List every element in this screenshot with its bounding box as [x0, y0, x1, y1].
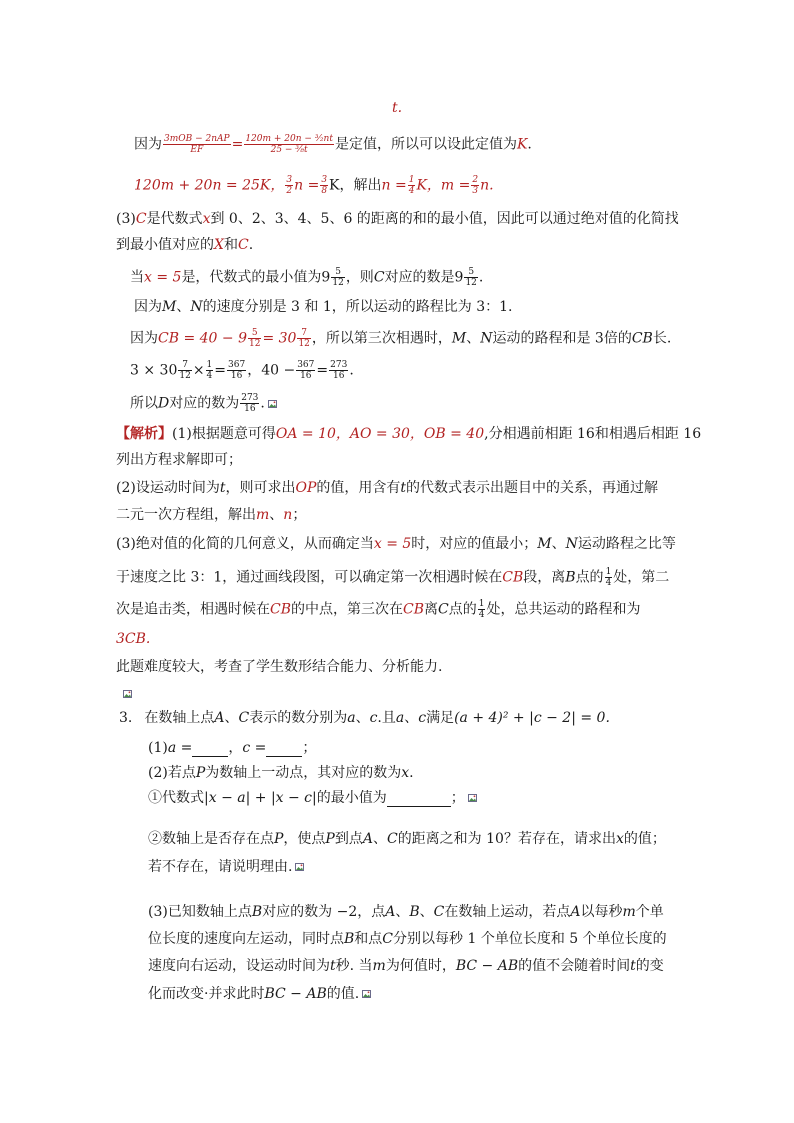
q3-part2-1: ①代数式|x − a| + |x − c|的最小值为 ；: [148, 789, 477, 807]
difficulty-note: 此题难度较大，考查了学生数形结合能力、分析能力.: [116, 659, 443, 675]
q3-part2: (2)若点P为数轴上一动点，其对应的数为x.: [148, 765, 414, 781]
q3-part3-c: 速度向右运动，设运动时间为t秒. 当m为何值时，BC − AB的值不会随着时间t的变: [148, 958, 664, 974]
solution-line-2: 因为 3mOB − 2nAP EF = $\frac{\text{120m + 20n − ³⁄₂nt}}{\text{25 − ³⁄₈t}}$ 是定值，所以可以设此定值为K.: [134, 134, 532, 155]
solution-line-10: 所以D对应的数为 $\frac{273}{16}$ .: [130, 393, 277, 414]
analysis-line-1: 【解析】(1)根据题意可得OA = 10，AO = 30，OB = 40,分相遇前相距 16和相遇后相距 16: [116, 426, 702, 442]
q3-part3: (3)已知数轴上点B对应的数为 −2，点A、B、C在数轴上运动，若点A以每秒m个单: [148, 904, 664, 920]
q3-part1: (1)a = ，c = ；: [148, 740, 317, 756]
equals: =: [231, 136, 244, 153]
solution-line-3: 120m + 20n = 25K， $\frac{3}{2}$ n = $\frac{3}{8}$ K，解出n = $\frac{1}{4}$ K，m = $\frac{2}{3}$ n.: [134, 175, 494, 196]
question-number: 3.: [119, 710, 133, 726]
solution-line-9: 3 × 30 $\frac{7}{12}$ × $\frac{1}{4}$ = $\frac{367}{16}$ ，40 − $\frac{367}{16}$ = $\frac{273}{16}$ .: [130, 360, 354, 381]
image-placeholder-icon: [468, 794, 477, 802]
answer-blank-a[interactable]: [192, 742, 228, 757]
var-K: K: [516, 136, 528, 153]
image-placeholder-icon: [362, 990, 371, 998]
q3-part3-d: 化而改变·并求此时BC − AB的值.: [148, 985, 371, 1003]
analysis-line-2: 列出方程求解即可；: [116, 452, 242, 468]
analysis-line-7: 次是追击类，相遇时候在CB的中点，第三次在CB离C点的 $\frac{1}{4}$ 处，总共运动的路程和为: [116, 599, 641, 620]
answer-blank-c[interactable]: [266, 742, 302, 757]
q3-stem: 3. 在数轴上点A、C表示的数分别为a、c.且a、c满足(a + 4)² + |c − 2| = 0.: [119, 710, 610, 726]
answer-blank-min[interactable]: [387, 792, 451, 807]
q3-part2-2: ②数轴上是否存在点P，使点P到点A、C的距离之和为 10？若存在，请求出x的值；: [148, 831, 666, 847]
image-placeholder-icon: [268, 400, 277, 408]
solution-line-4: (3)C是代数式x到 0、2、3、4、5、6 的距离的和的最小值，因此可以通过绝对值的化简找: [116, 211, 679, 227]
fraction-2: $\frac{\text{120m + 20n − ³⁄₂nt}}{\text{25 − ³⁄₈t}}$: [245, 134, 333, 155]
analysis-line-3: (2)设运动时间为t，则可求出OP的值，用含有t的代数式表示出题目中的关系，再通过解: [116, 480, 659, 496]
analysis-line-4: 二元一次方程组，解出m、n；: [116, 507, 307, 523]
fraction-1: 3mOB − 2nAP EF: [164, 134, 230, 155]
q3-part2-2b: 若不存在，请说明理由.: [148, 858, 304, 876]
solution-line-7: 因为M、N的速度分别是 3 和 1，所以运动的路程比为 3：1.: [134, 299, 513, 315]
q3-part3-b: 位长度的速度向左运动，同时点B和点C分别以每秒 1 个单位长度和 5 个单位长度的: [148, 931, 667, 947]
image-placeholder-icon: [123, 690, 132, 698]
text: 是定值，所以可以设此定值为: [334, 136, 517, 153]
solution-line-6: 当x = 5是，代数式的最小值为9 $\frac{5}{12}$ ，则C对应的数是9 $\frac{5}{12}$ .: [130, 267, 484, 288]
analysis-line-6: 于速度之比 3：1，通过画线段图，可以确定第一次相遇时候在CB段，离B点的 $\frac{1}{4}$ 处，第二: [116, 567, 670, 588]
solution-line-8: 因为CB = 40 − 9 $\frac{5}{12}$ = 30 $\frac{7}{12}$ ，所以第三次相遇时，M、N运动的路程和是 3倍的CB长.: [130, 328, 672, 349]
text: 因为: [134, 136, 162, 153]
analysis-line-8: 3CB.: [116, 631, 151, 647]
image-placeholder-icon: [295, 863, 304, 871]
analysis-line-5: (3)绝对值的化简的几何意义，从而确定当x = 5时，对应的值最小；M、N运动路程之比等: [116, 536, 676, 552]
trailing-t: t.: [392, 100, 403, 116]
solution-line-5: 到最小值对应的X和C.: [116, 237, 254, 253]
analysis-tag: 【解析】: [116, 426, 172, 442]
